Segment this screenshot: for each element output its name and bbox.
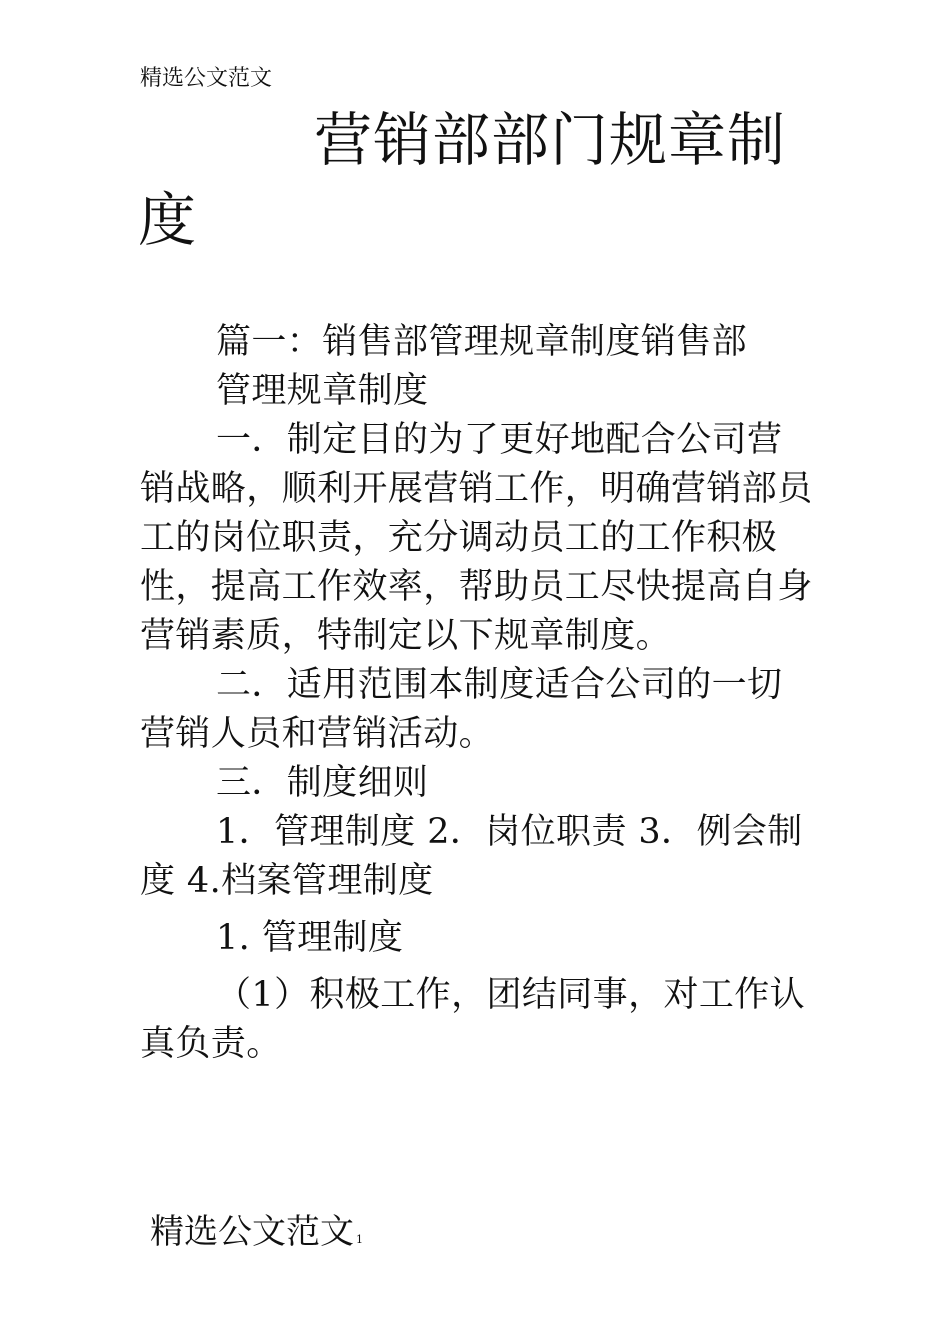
- page-header: 精选公文范文: [140, 66, 273, 91]
- footer-text: 精选公文范文: [150, 1212, 354, 1252]
- section-heading-line-1: 篇一：销售部管理规章制度销售部: [216, 322, 748, 362]
- paragraph-purpose: 一．制定目的为了更好地配合公司营销战略，顺利开展营销工作，明确营销部员工的岗位职责，充分调动员工的工作积极性，提高工作效率，帮助员工尽快提高自身营销素质，特制定以下规章制度。: [140, 420, 813, 656]
- paragraph-rule-1: （1）积极工作，团结同事，对工作认真负责。: [140, 975, 806, 1064]
- document-body: [140, 318, 816, 1069]
- page-number: 1: [356, 1233, 363, 1246]
- paragraph-management-heading: 1. 管理制度: [216, 918, 404, 958]
- paragraph-rules-heading: 三．制度细则: [216, 763, 429, 803]
- section-heading-line-2: 管理规章制度: [216, 371, 429, 411]
- document-title: 营销部部门规章制度: [138, 106, 787, 254]
- paragraph-scope: 二．适用范围本制度适合公司的一切营销人员和营销活动。: [140, 665, 783, 754]
- paragraph-rules-list: 1．管理制度 2．岗位职责 3．例会制度 4.档案管理制度: [140, 812, 803, 901]
- page-footer: [150, 1208, 363, 1264]
